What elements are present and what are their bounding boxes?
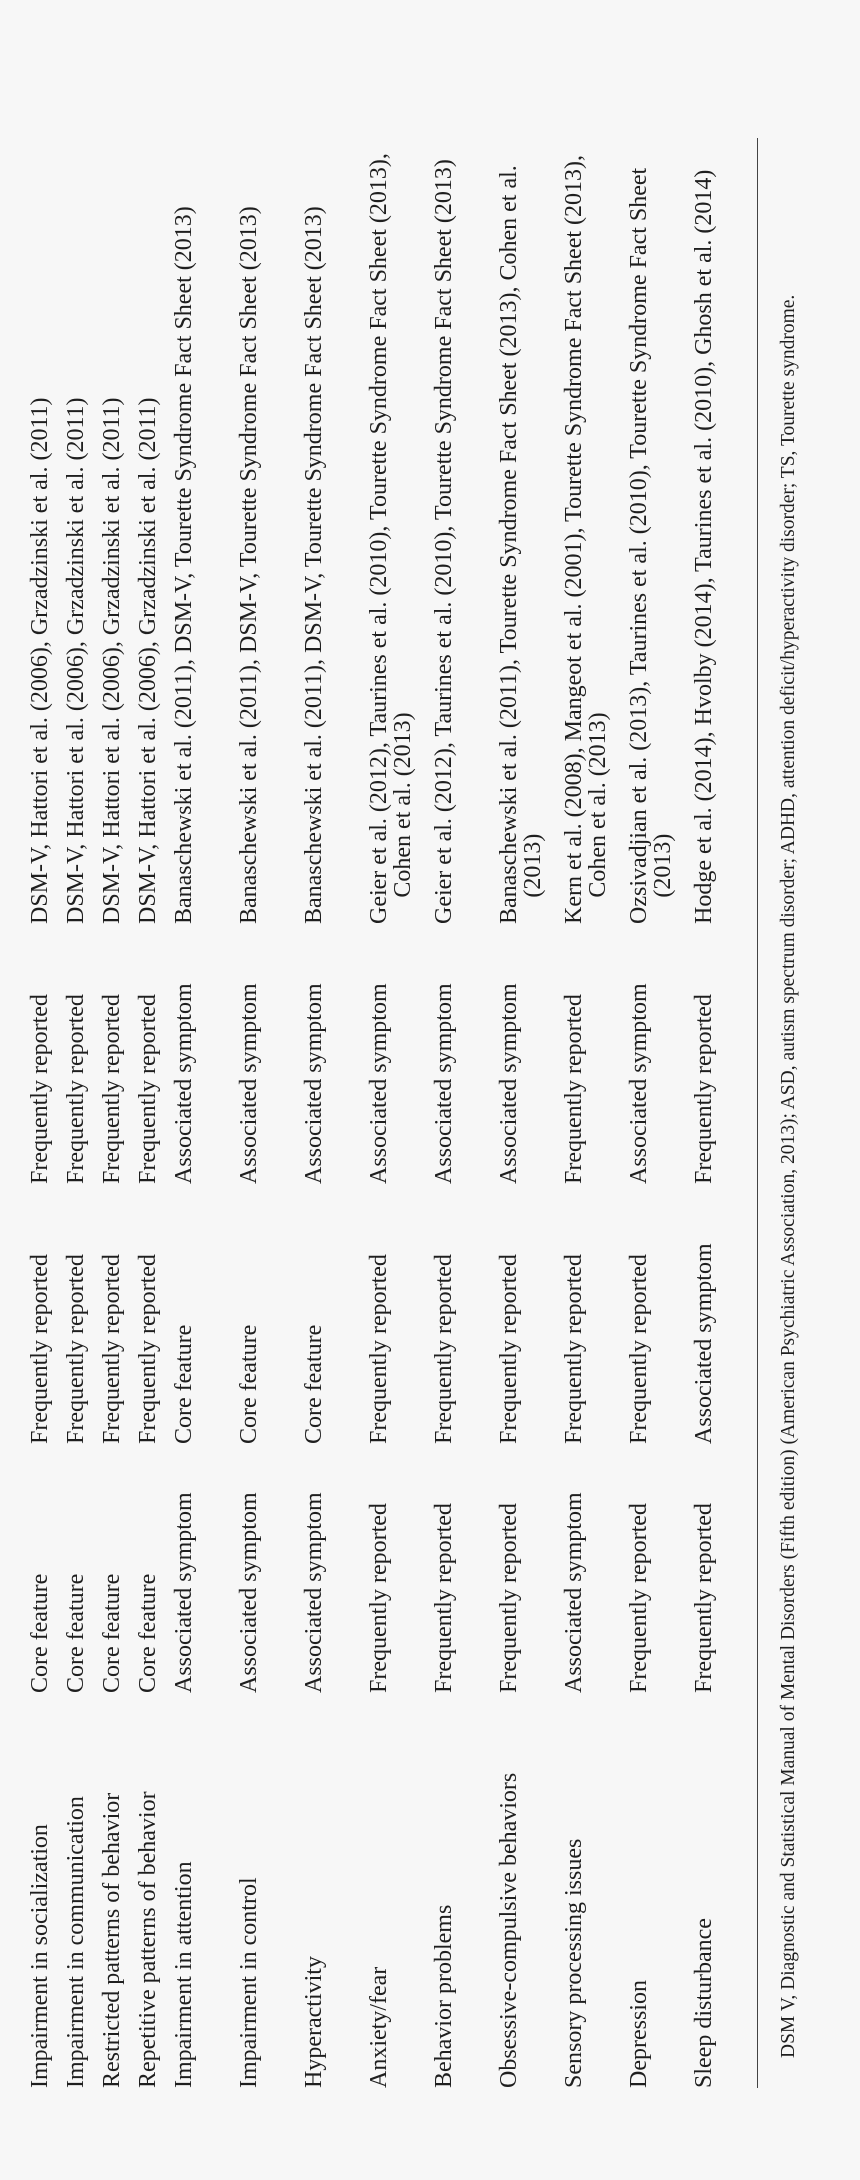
ts-cell: Associated symptom xyxy=(236,983,262,1184)
asd-cell: Frequently reported xyxy=(626,1503,652,1693)
references-cell: DSM-V, Hattori et al. (2006), Grzadzinski et al. (2011) xyxy=(135,397,161,924)
feature-cell: Impairment in socialization xyxy=(27,1824,53,2088)
asd-cell: Core feature xyxy=(63,1573,89,1693)
ts-cell: Frequently reported xyxy=(561,994,587,1184)
references-cell: DSM-V, Hattori et al. (2006), Grzadzinski et al. (2011) xyxy=(63,397,89,924)
adhd-cell: Core feature xyxy=(236,1324,262,1444)
references-cell: Ozsivadjian et al. (2013), Taurines et al. (2010), Tourette Syndrome Fact Sheet (2013) xyxy=(626,167,676,924)
feature-cell: Hyperactivity xyxy=(301,1956,327,2088)
asd-cell: Frequently reported xyxy=(366,1503,392,1693)
table-footnote: DSM V, Diagnostic and Statistical Manual of Mental Disorders (Fifth edition) (American Psychiatric Association, 2013); ASD, autism spectrum disorder; ADHD, attention deficit/hyperactivity disorder; TS, Tourette syndrome. xyxy=(778,294,799,2058)
references-cell: Geier et al. (2012), Taurines et al. (2010), Tourette Syndrome Fact Sheet (2013) xyxy=(431,159,457,924)
adhd-cell: Frequently reported xyxy=(63,1254,89,1444)
comparison-table xyxy=(28,138,757,2088)
asd-cell: Frequently reported xyxy=(496,1503,522,1693)
table-row xyxy=(562,138,627,2088)
feature-cell: Sleep disturbance xyxy=(691,1918,717,2088)
table-bottom-rule xyxy=(757,138,758,2088)
asd-cell: Core feature xyxy=(135,1573,161,1693)
asd-cell: Associated symptom xyxy=(561,1492,587,1693)
table-row xyxy=(497,138,562,2088)
adhd-cell: Core feature xyxy=(301,1324,327,1444)
adhd-cell: Frequently reported xyxy=(626,1254,652,1444)
table-row xyxy=(367,138,432,2088)
references-cell: DSM-V, Hattori et al. (2006), Grzadzinski et al. (2011) xyxy=(99,397,125,924)
references-cell: Banaschewski et al. (2011), DSM-V, Tourette Syndrome Fact Sheet (2013) xyxy=(171,206,197,924)
table-row xyxy=(28,138,64,2088)
ts-cell: Associated symptom xyxy=(626,983,652,1184)
table-row xyxy=(172,138,237,2088)
adhd-cell: Frequently reported xyxy=(135,1254,161,1444)
ts-cell: Frequently reported xyxy=(99,994,125,1184)
feature-cell: Obsessive-compulsive behaviors xyxy=(496,1772,522,2088)
adhd-cell: Associated symptom xyxy=(691,1243,717,1444)
references-cell: Banaschewski et al. (2011), DSM-V, Tourette Syndrome Fact Sheet (2013) xyxy=(236,206,262,924)
asd-cell: Core feature xyxy=(99,1573,125,1693)
references-cell: Geier et al. (2012), Taurines et al. (2010), Tourette Syndrome Fact Sheet (2013), Cohen et al. (2013) xyxy=(366,153,416,924)
references-cell: Hodge et al. (2014), Hvolby (2014), Taurines et al. (2010), Ghosh et al. (2014) xyxy=(691,169,717,924)
references-cell: DSM-V, Hattori et al. (2006), Grzadzinski et al. (2011) xyxy=(27,397,53,924)
feature-cell: Impairment in control xyxy=(236,1877,262,2088)
ts-cell: Associated symptom xyxy=(301,983,327,1184)
table-row xyxy=(692,138,757,2088)
feature-cell: Impairment in attention xyxy=(171,1861,197,2088)
asd-cell: Associated symptom xyxy=(171,1492,197,1693)
feature-cell: Impairment in communication xyxy=(63,1796,89,2088)
ts-cell: Frequently reported xyxy=(27,994,53,1184)
asd-cell: Frequently reported xyxy=(431,1503,457,1693)
feature-cell: Depression xyxy=(626,1980,652,2088)
feature-cell: Behavior problems xyxy=(431,1904,457,2088)
references-cell: Banaschewski et al. (2011), Tourette Syndrome Fact Sheet (2013), Cohen et al. (2013) xyxy=(496,165,546,924)
table-row xyxy=(136,138,172,2088)
ts-cell: Associated symptom xyxy=(431,983,457,1184)
adhd-cell: Frequently reported xyxy=(431,1254,457,1444)
ts-cell: Frequently reported xyxy=(63,994,89,1184)
asd-cell: Associated symptom xyxy=(236,1492,262,1693)
feature-cell: Repetitive patterns of behavior xyxy=(135,1791,161,2088)
adhd-cell: Frequently reported xyxy=(496,1254,522,1444)
ts-cell: Associated symptom xyxy=(171,983,197,1184)
ts-cell: Associated symptom xyxy=(496,983,522,1184)
ts-cell: Frequently reported xyxy=(691,994,717,1184)
table-row xyxy=(302,138,367,2088)
adhd-cell: Frequently reported xyxy=(366,1254,392,1444)
table-row xyxy=(627,138,692,2088)
table-row xyxy=(64,138,100,2088)
table-row xyxy=(100,138,136,2088)
asd-cell: Frequently reported xyxy=(691,1503,717,1693)
asd-cell: Associated symptom xyxy=(301,1492,327,1693)
adhd-cell: Frequently reported xyxy=(99,1254,125,1444)
references-cell: Kern et al. (2008), Mangeot et al. (2001), Tourette Syndrome Fact Sheet (2013), Cohen et al. (2013) xyxy=(561,154,611,924)
feature-cell: Restricted patterns of behavior xyxy=(99,1792,125,2088)
table-row xyxy=(432,138,497,2088)
adhd-cell: Frequently reported xyxy=(27,1254,53,1444)
table-row xyxy=(237,138,302,2088)
asd-cell: Core feature xyxy=(27,1573,53,1693)
feature-cell: Anxiety/fear xyxy=(366,1966,392,2088)
ts-cell: Associated symptom xyxy=(366,983,392,1184)
adhd-cell: Core feature xyxy=(171,1324,197,1444)
feature-cell: Sensory processing issues xyxy=(561,1838,587,2088)
references-cell: Banaschewski et al. (2011), DSM-V, Tourette Syndrome Fact Sheet (2013) xyxy=(301,206,327,924)
ts-cell: Frequently reported xyxy=(135,994,161,1184)
adhd-cell: Frequently reported xyxy=(561,1254,587,1444)
